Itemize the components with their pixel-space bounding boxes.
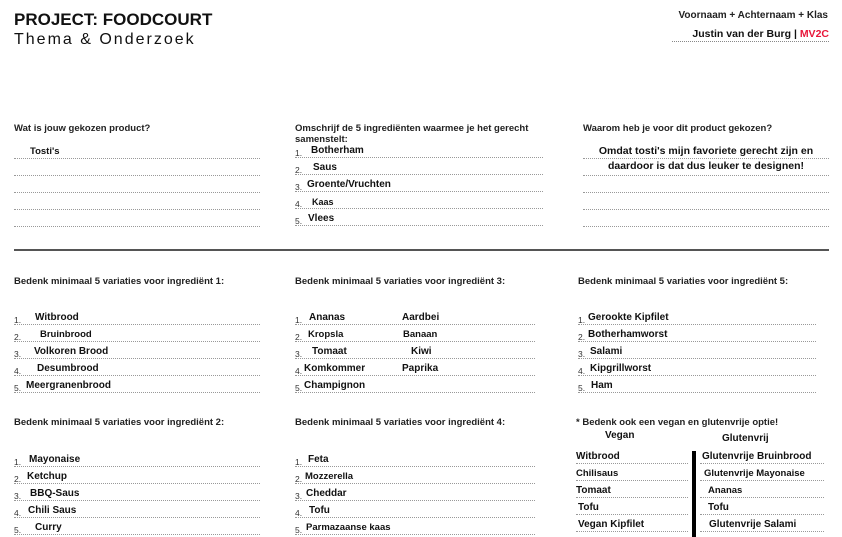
glutenvrij-line[interactable] (700, 465, 824, 481)
variation-value-2: Aardbei (402, 312, 440, 323)
reason-line-5[interactable] (583, 211, 829, 227)
ingredient-value: Botherham (311, 145, 364, 156)
variation-value: Mozzerella (305, 471, 354, 482)
glutenvrij-value: Glutenvrije Bruinbrood (702, 451, 812, 462)
variation-value-2: Paprika (402, 363, 439, 374)
product-answer-line-1[interactable] (14, 143, 260, 159)
variation-value-2: Banaan (403, 329, 438, 340)
page-subtitle: Thema & Onderzoek (14, 31, 196, 48)
vegan-value: Witbrood (576, 451, 620, 462)
vegan-header: Vegan (605, 430, 635, 441)
variation-line[interactable]: 3. Salami (578, 343, 816, 359)
ingredients-question: Omschrijf de 5 ingrediënten waarmee je het gerecht samenstelt: (295, 123, 529, 145)
glutenvrij-line[interactable] (700, 499, 824, 515)
reason-line-4[interactable] (583, 194, 829, 210)
ingredient-line[interactable]: 4. Kaas (295, 193, 543, 209)
reason-line-3[interactable] (583, 177, 829, 193)
ingredient1-question: Bedenk minimaal 5 variaties voor ingrediënt 1: (14, 276, 225, 287)
glutenvrij-line[interactable] (700, 448, 824, 464)
ingredient2-question: Bedenk minimaal 5 variaties voor ingrediënt 2: (14, 417, 225, 428)
vegan-value: Tofu (578, 502, 599, 513)
variation-line[interactable]: 2. Bruinbrood (14, 326, 260, 342)
variation-line[interactable]: 5. Champignon (295, 377, 535, 393)
variation-value: Feta (308, 454, 329, 465)
variation-line[interactable]: 4. Tofu (295, 502, 535, 518)
variation-value: Chili Saus (28, 505, 77, 516)
product-answer-line-4[interactable] (14, 194, 260, 210)
variation-line[interactable]: 2. Botherhamworst (578, 326, 816, 342)
options-note: * Bedenk ook een vegan en glutenvrije optie! (576, 417, 779, 428)
variation-value: Gerookte Kipfilet (588, 312, 669, 323)
ingredient-value: Groente/Vruchten (307, 179, 391, 190)
variation-line[interactable]: 4. Desumbrood (14, 360, 260, 376)
variation-value: Salami (590, 346, 623, 357)
vegan-line[interactable] (576, 482, 688, 498)
variation-line[interactable]: 5. Ham (578, 377, 816, 393)
student-name: Justin van der Burg (692, 28, 792, 40)
variation-value: Champignon (304, 380, 366, 391)
glutenvrij-value: Glutenvrije Mayonaise (704, 468, 805, 479)
ingredient-line[interactable]: 5. Vlees (295, 210, 543, 226)
variation-line[interactable]: 5. Meergranenbrood (14, 377, 260, 393)
variation-value: Kropsla (308, 329, 344, 340)
ingredient3-question: Bedenk minimaal 5 variaties voor ingrediënt 3: (295, 276, 506, 287)
variation-value: Tofu (309, 505, 330, 516)
variation-line[interactable]: 2. Mozzerella (295, 468, 535, 484)
variation-value: Ananas (309, 312, 346, 323)
variation-line[interactable]: 1. Witbrood (14, 309, 260, 325)
glutenvrij-value: Tofu (708, 502, 729, 513)
variation-value: Meergranenbrood (26, 380, 112, 391)
variation-value-2: Kiwi (411, 346, 432, 357)
variation-line[interactable]: 3. BBQ-Saus (14, 485, 260, 501)
ingredient-line[interactable]: 2. Saus (295, 159, 543, 175)
variation-value: BBQ-Saus (30, 488, 80, 499)
vegan-line[interactable] (576, 465, 688, 481)
product-answer-line-5[interactable] (14, 211, 260, 227)
variation-value: Witbrood (35, 312, 79, 323)
variation-line[interactable]: 1. Ananas Aardbei (295, 309, 535, 325)
variation-line[interactable]: 1. Mayonaise (14, 451, 260, 467)
variation-value: Ham (591, 380, 613, 391)
variation-line[interactable]: 2. Kropsla Banaan (295, 326, 535, 342)
variation-line[interactable]: 1. Gerookte Kipfilet (578, 309, 816, 325)
variation-value: Desumbrood (37, 363, 99, 374)
vegan-value: Chilisaus (576, 468, 619, 479)
variation-value: Kipgrillworst (590, 363, 652, 374)
name-field[interactable] (672, 28, 829, 42)
variation-line[interactable]: 4. Kipgrillworst (578, 360, 816, 376)
product-answer: Tosti's (30, 146, 60, 157)
vegan-value: Tomaat (576, 485, 611, 496)
name-separator: | (791, 28, 800, 40)
variation-line[interactable]: 1. Feta (295, 451, 535, 467)
glutenvrij-value: Glutenvrije Salami (709, 519, 797, 530)
variation-value: Bruinbrood (40, 329, 92, 340)
variation-line[interactable]: 3. Volkoren Brood (14, 343, 260, 359)
variation-line[interactable]: 2. Ketchup (14, 468, 260, 484)
variation-line[interactable]: 5. Parmazaanse kaas (295, 519, 535, 535)
vegan-value: Vegan Kipfilet (578, 519, 645, 530)
variation-value: Cheddar (306, 488, 347, 499)
reason-question: Waarom heb je voor dit product gekozen? (583, 123, 773, 134)
variation-line[interactable]: 3. Tomaat Kiwi (295, 343, 535, 359)
ingredient5-question: Bedenk minimaal 5 variaties voor ingrediënt 5: (578, 276, 789, 287)
variation-value: Ketchup (27, 471, 67, 482)
vegan-line[interactable] (576, 448, 688, 464)
name-field-label: Voornaam + Achternaam + Klas (678, 10, 828, 21)
variation-value: Mayonaise (29, 454, 81, 465)
variation-line[interactable]: 4. Komkommer Paprika (295, 360, 535, 376)
column-divider (692, 451, 696, 537)
ingredient-line[interactable]: 1. Botherham (295, 142, 543, 158)
ingredient-value: Saus (313, 162, 337, 173)
vegan-line[interactable] (576, 516, 688, 532)
variation-value: Komkommer (304, 363, 366, 374)
student-class: MV2C (799, 28, 829, 40)
variation-value: Volkoren Brood (34, 346, 109, 357)
variation-value: Parmazaanse kaas (306, 522, 391, 533)
product-question: Wat is jouw gekozen product? (14, 123, 151, 134)
variation-line[interactable]: 3. Cheddar (295, 485, 535, 501)
variation-value: Tomaat (312, 346, 347, 357)
ingredient-value: Vlees (308, 213, 335, 224)
vegan-line[interactable] (576, 499, 688, 515)
section-divider (14, 249, 829, 251)
glutenvrij-value: Ananas (708, 485, 743, 496)
ingredient-line[interactable]: 3. Groente/Vruchten (295, 176, 543, 192)
variation-value: Curry (35, 522, 62, 533)
reason-answer: Omdat tosti's mijn favoriete gerecht zijn en daardoor is dat dus leuker te designen! (598, 145, 814, 172)
page-title: PROJECT: FOODCOURT (14, 10, 213, 29)
ingredient-value: Kaas (312, 197, 334, 207)
ingredient4-question: Bedenk minimaal 5 variaties voor ingrediënt 4: (295, 417, 506, 428)
variation-line[interactable]: 5. Curry (14, 519, 260, 535)
glutenvrij-header: Glutenvrij (722, 433, 769, 444)
glutenvrij-line[interactable] (700, 482, 824, 498)
glutenvrij-line[interactable] (700, 516, 824, 532)
product-answer-line-2[interactable] (14, 160, 260, 176)
variation-value: Botherhamworst (588, 329, 668, 340)
variation-line[interactable]: 4. Chili Saus (14, 502, 260, 518)
product-answer-line-3[interactable] (14, 177, 260, 193)
